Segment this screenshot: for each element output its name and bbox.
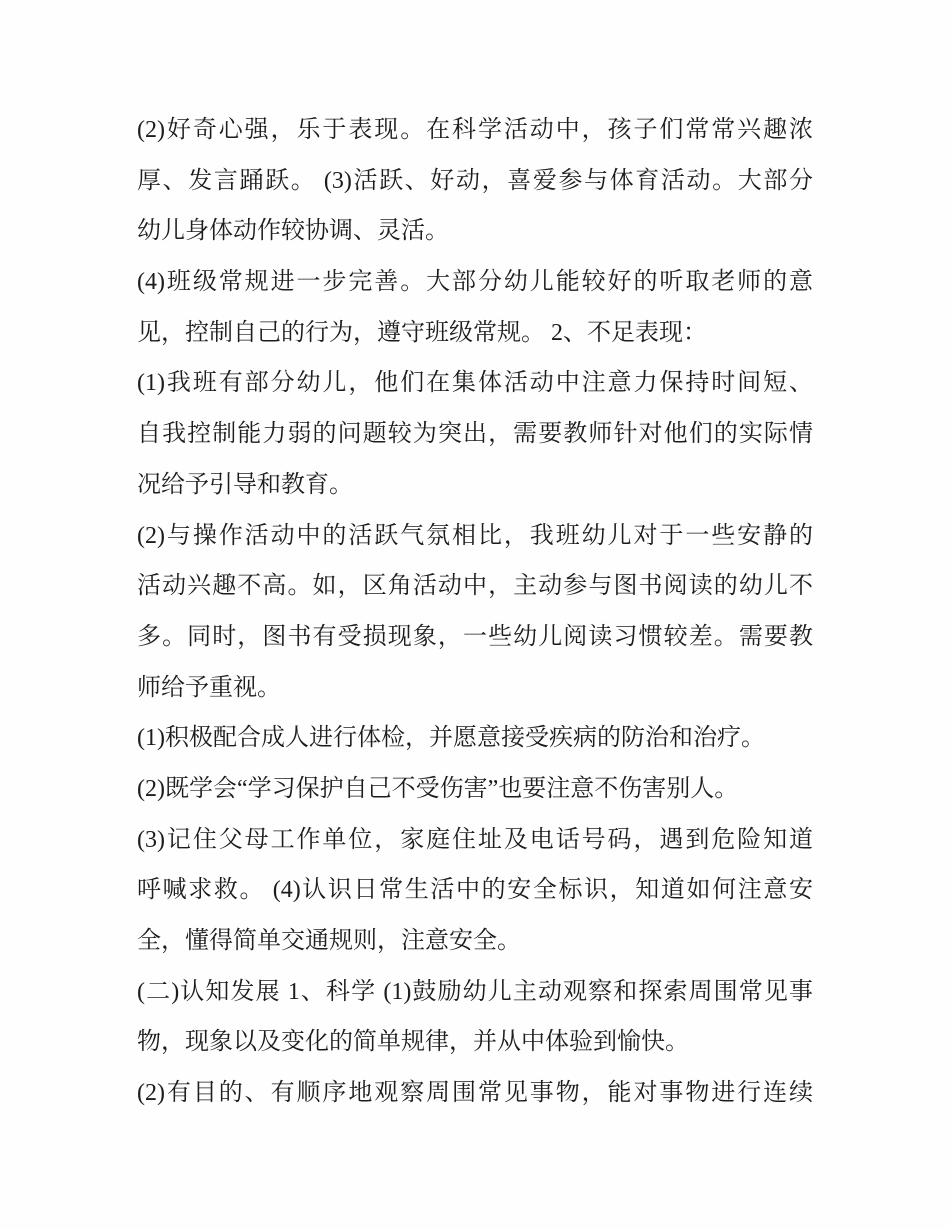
text-line: 见，控制自己的行为，遵守班级常规。 2、不足表现：: [137, 319, 707, 346]
text-line: (2)好奇心强，乐于表现。在科学活动中，孩子们常常兴趣浓: [137, 117, 813, 143]
text-line: 全，懂得简单交通规则，注意安全。: [137, 928, 521, 954]
text-line: 呼喊求救。 (4)认识日常生活中的安全标识，知道如何注意安: [137, 877, 813, 904]
text-line: (3)记住父母工作单位，家庭住址及电话号码，遇到危险知道: [137, 826, 813, 853]
text-line: (2)与操作活动中的活跃气氛相比，我班幼儿对于一些安静的: [137, 522, 813, 549]
text-line: 物，现象以及变化的简单规律，并从中体验到愉快。: [137, 1029, 689, 1056]
text-line: (4)班级常规进一步完善。大部分幼儿能较好的听取老师的意: [137, 269, 813, 296]
text-line: (1)我班有部分幼儿，他们在集体活动中注意力保持时间短、: [137, 370, 813, 397]
text-line: 幼儿身体动作较协调、灵活。: [137, 218, 449, 245]
text-line: (2)既学会“学习保护自己不受伤害”也要注意不伤害别人。: [137, 775, 739, 802]
text-line: (1)积极配合成人进行体检，并愿意接受疾病的防治和治疗。: [137, 725, 765, 752]
text-line: 多。同时，图书有受损现象，一些幼儿阅读习惯较差。需要教: [137, 623, 813, 650]
text-line: 师给予重视。: [137, 674, 281, 701]
text-line: 活动兴趣不高。如，区角活动中，主动参与图书阅读的幼儿不: [137, 573, 813, 600]
text-line: (2)有目的、有顺序地观察周围常见事物，能对事物进行连续: [137, 1080, 813, 1107]
text-line: (二)认知发展 1、科学 (1)鼓励幼儿主动观察和探索周围常见事: [137, 978, 813, 1005]
text-line: 况给予引导和教育。: [137, 471, 353, 498]
text-line: 厚、发言踊跃。 (3)活跃、好动，喜爱参与体育活动。大部分: [137, 167, 813, 194]
text-block: [137, 105, 813, 1119]
text-line: 自我控制能力弱的问题较为突出，需要教师针对他们的实际情: [137, 421, 813, 448]
